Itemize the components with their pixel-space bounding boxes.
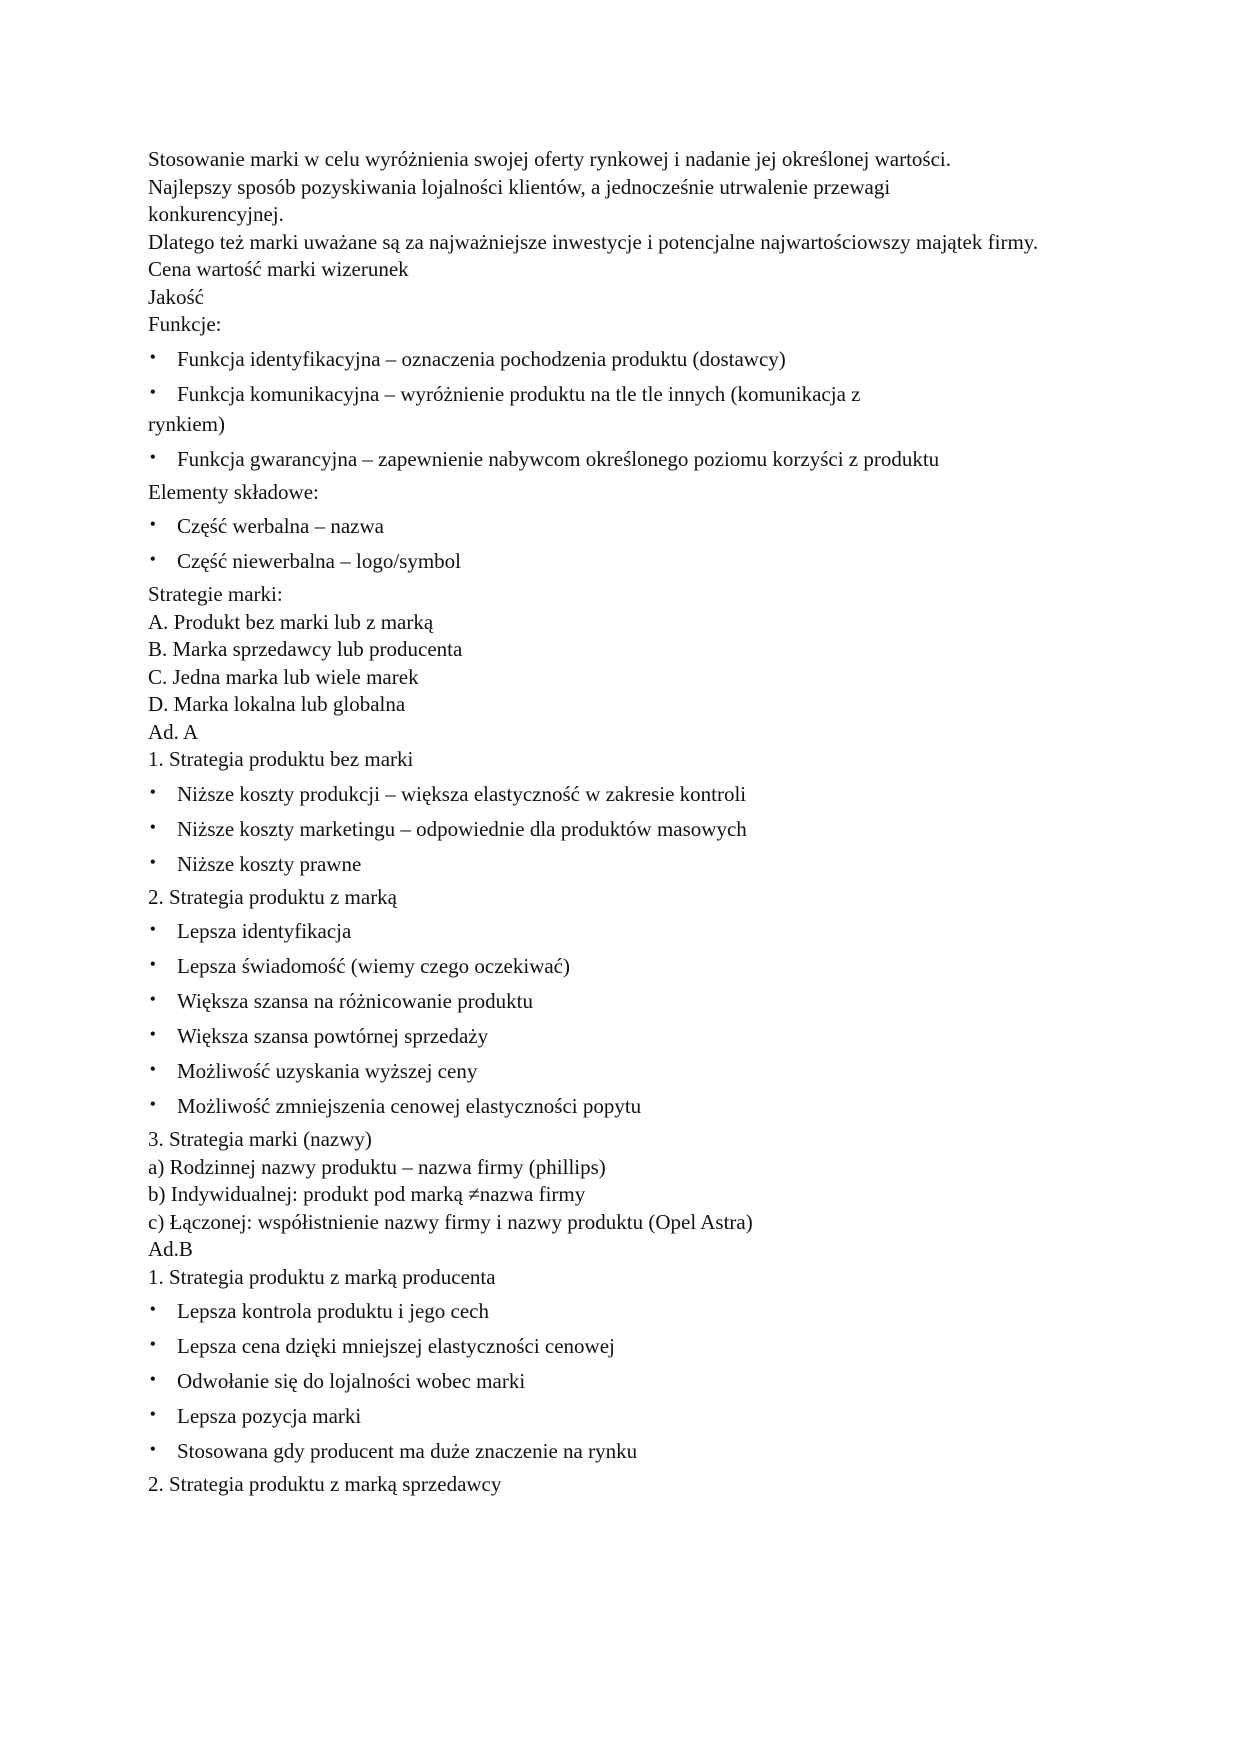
bullet-icon: • bbox=[150, 1441, 156, 1458]
bullet-icon: • bbox=[150, 1371, 156, 1388]
paragraph: 1. Strategia produktu bez marki bbox=[148, 747, 414, 771]
paragraph: Jakość bbox=[148, 284, 204, 309]
list-item bbox=[148, 379, 938, 439]
list-item-text: Większa szansa na różnicowanie produktu bbox=[177, 989, 534, 1013]
list-item-text: Lepsza pozycja marki bbox=[177, 1404, 362, 1428]
list-item-text: Część niewerbalna – logo/symbol bbox=[177, 549, 462, 573]
paragraph: c) Łączonej: współistnienie nazwy firmy i nazwy produktu (Opel Astra) bbox=[148, 1209, 753, 1234]
bullet-icon: • bbox=[150, 383, 156, 401]
list-item bbox=[148, 344, 1098, 374]
bullet-icon: • bbox=[150, 956, 156, 973]
bullet-icon: • bbox=[150, 783, 156, 801]
bullet-icon: • bbox=[150, 448, 156, 466]
list-item bbox=[148, 546, 1098, 576]
list-item-text: Funkcja gwarancyjna – zapewnienie nabywcom określonego poziomu korzyści z produktu bbox=[177, 446, 940, 471]
list-item bbox=[148, 1056, 1098, 1086]
bullet-icon: • bbox=[150, 853, 156, 871]
list-item bbox=[148, 1296, 1098, 1326]
paragraph: Cena wartość marki wizerunek bbox=[148, 257, 409, 281]
bullet-icon: • bbox=[150, 1026, 156, 1043]
list-item-text: Możliwość zmniejszenia cenowej elastyczności popytu bbox=[177, 1094, 642, 1118]
list-item-text: Stosowana gdy producent ma duże znaczenie na rynku bbox=[177, 1439, 638, 1463]
list-item bbox=[148, 849, 1098, 879]
paragraph: Dlatego też marki uważane są za najważniejsze inwestycje i potencjalne najwartościowszy majątek firmy. bbox=[148, 229, 1039, 254]
list-item bbox=[148, 951, 1098, 981]
list-item-text: Większa szansa powtórnej sprzedaży bbox=[177, 1024, 489, 1048]
bullet-icon: • bbox=[150, 348, 156, 366]
list-item-text: Lepsza świadomość (wiemy czego oczekiwać) bbox=[177, 954, 570, 978]
list-item bbox=[148, 1401, 1098, 1431]
paragraph: 2. Strategia produktu z marką bbox=[148, 884, 398, 909]
list-item-text: Niższe koszty produkcji – większa elastyczność w zakresie kontroli bbox=[177, 781, 747, 806]
list-item bbox=[148, 1436, 1098, 1466]
list-item-text: Lepsza kontrola produktu i jego cech bbox=[177, 1299, 489, 1323]
list-item bbox=[148, 779, 1098, 809]
paragraph: B. Marka sprzedawcy lub producenta bbox=[148, 637, 463, 661]
bullet-icon: • bbox=[150, 991, 156, 1008]
section-heading: Funkcje: bbox=[148, 312, 222, 336]
list-item bbox=[148, 1021, 1098, 1051]
section-heading: Ad. A bbox=[148, 719, 199, 744]
paragraph: b) Indywidualnej: produkt pod marką ≠nazwa firmy bbox=[148, 1182, 586, 1206]
list-item-text: Lepsza cena dzięki mniejszej elastyczności cenowej bbox=[177, 1334, 615, 1358]
section-heading: Ad.B bbox=[148, 1237, 193, 1261]
bullet-icon: • bbox=[150, 1336, 156, 1353]
bullet-icon: • bbox=[150, 1406, 156, 1423]
list-item bbox=[148, 511, 1098, 541]
bullet-icon: • bbox=[150, 818, 156, 836]
bullet-icon: • bbox=[150, 516, 156, 533]
paragraph: Najlepszy sposób pozyskiwania lojalności klientów, a jednocześnie utrwalenie przewagi konkurencyjnej. bbox=[148, 174, 891, 226]
paragraph: Stosowanie marki w celu wyróżnienia swojej oferty rynkowej i nadanie jej określonej wartości. bbox=[148, 147, 952, 171]
section-heading: Elementy składowe: bbox=[148, 479, 319, 504]
paragraph: 2. Strategia produktu z marką sprzedawcy bbox=[148, 1472, 502, 1496]
section-heading: Strategie marki: bbox=[148, 582, 283, 606]
paragraph: D. Marka lokalna lub globalna bbox=[148, 692, 406, 716]
paragraph: A. Produkt bez marki lub z marką bbox=[148, 609, 434, 634]
bullet-icon: • bbox=[150, 1061, 156, 1078]
list-item-text: Niższe koszty marketingu – odpowiednie dla produktów masowych bbox=[177, 816, 747, 841]
paragraph: 1. Strategia produktu z marką producenta bbox=[148, 1264, 496, 1289]
list-item-text: Lepsza identyfikacja bbox=[177, 919, 352, 943]
list-item-text: Odwołanie się do lojalności wobec marki bbox=[177, 1369, 526, 1393]
list-item bbox=[148, 1091, 1098, 1121]
list-item bbox=[148, 444, 1098, 474]
document-page bbox=[148, 146, 1098, 1499]
paragraph: 3. Strategia marki (nazwy) bbox=[148, 1127, 372, 1151]
list-item-text: Funkcja identyfikacyjna – oznaczenia pochodzenia produktu (dostawcy) bbox=[177, 346, 786, 371]
list-item bbox=[148, 986, 1098, 1016]
paragraph: C. Jedna marka lub wiele marek bbox=[148, 664, 419, 689]
bullet-icon: • bbox=[150, 921, 156, 938]
list-item-text: Funkcja komunikacyjna – wyróżnienie produktu na tle tle innych (komunikacja z rynkiem) bbox=[148, 381, 861, 436]
list-item-text: Część werbalna – nazwa bbox=[177, 514, 384, 538]
paragraph: a) Rodzinnej nazwy produktu – nazwa firmy (phillips) bbox=[148, 1154, 606, 1179]
list-item bbox=[148, 1366, 1098, 1396]
list-item bbox=[148, 814, 1098, 844]
list-item bbox=[148, 916, 1098, 946]
bullet-icon: • bbox=[150, 1096, 156, 1113]
bullet-icon: • bbox=[150, 551, 156, 568]
bullet-icon: • bbox=[150, 1301, 156, 1318]
list-item bbox=[148, 1331, 1098, 1361]
list-item-text: Możliwość uzyskania wyższej ceny bbox=[177, 1059, 478, 1083]
list-item-text: Niższe koszty prawne bbox=[177, 851, 362, 876]
